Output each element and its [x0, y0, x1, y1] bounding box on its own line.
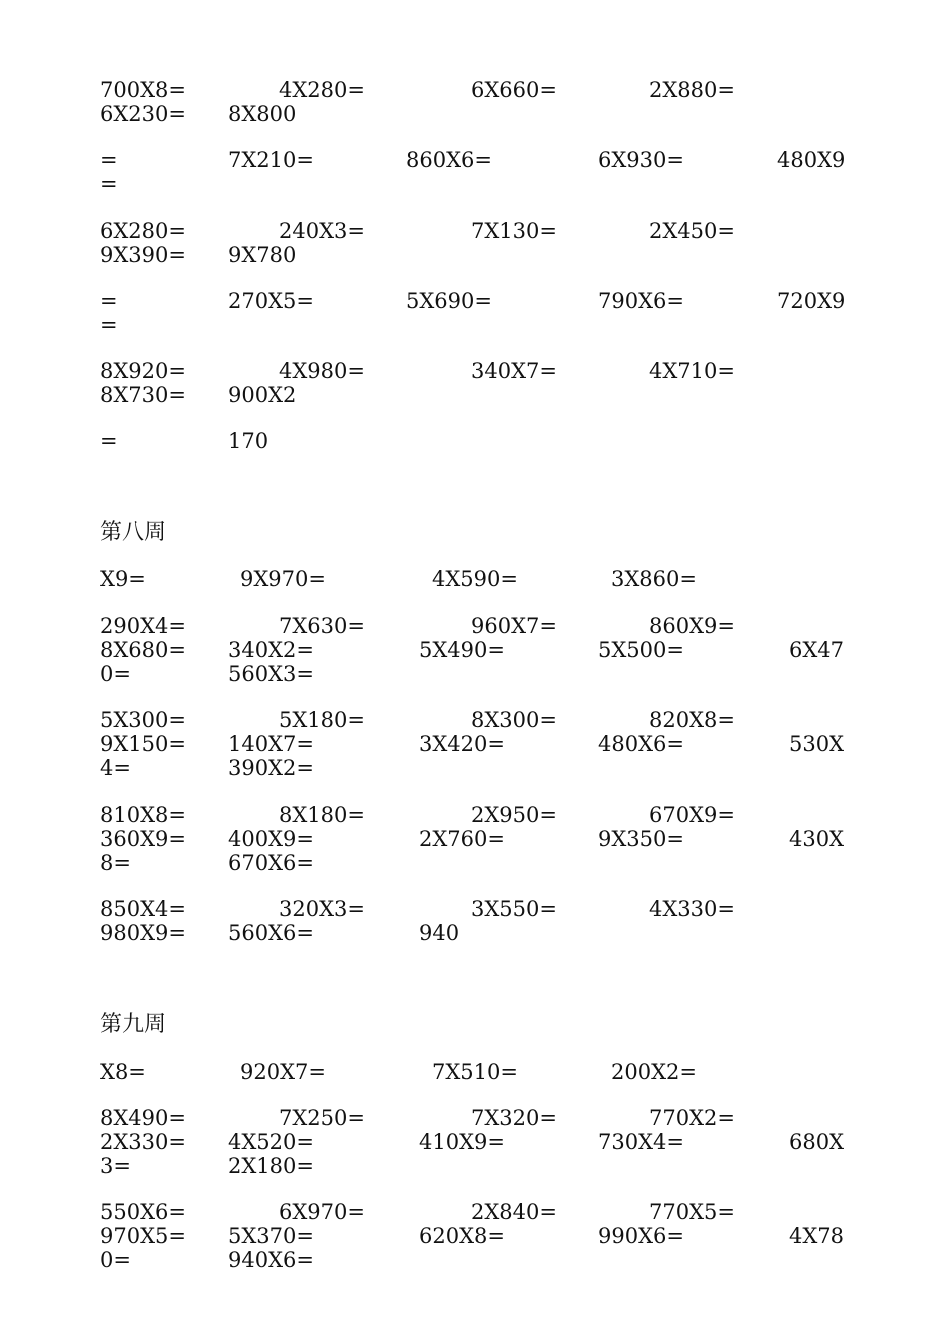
problem-text: 970X5=: [100, 1224, 186, 1248]
problem-text: 560X6=: [228, 921, 314, 945]
problem-text: 5X370=: [228, 1224, 314, 1248]
problem-text: =: [100, 429, 118, 453]
problem-text: 860X9=: [649, 614, 735, 638]
problem-text: 270X5=: [228, 289, 314, 313]
problem-text: 290X4=: [100, 614, 186, 638]
problem-text: 8=: [100, 851, 131, 875]
problem-text: 320X3=: [279, 897, 365, 921]
problem-text: 480X9: [777, 148, 846, 172]
problem-text: 2X950=: [471, 803, 557, 827]
problem-text: 4X710=: [649, 359, 735, 383]
problem-text: 2X880=: [649, 78, 735, 102]
problem-text: 410X9=: [419, 1130, 505, 1154]
problem-text: 8X800: [228, 102, 297, 126]
problem-text: 8X180=: [279, 803, 365, 827]
problem-text: 670X9=: [649, 803, 735, 827]
problem-text: 900X2: [228, 383, 297, 407]
problem-text: 9X970=: [240, 567, 326, 591]
problem-text: 2X840=: [471, 1200, 557, 1224]
problem-text: 240X3=: [279, 219, 365, 243]
problem-text: 3X550=: [471, 897, 557, 921]
problem-text: 7X210=: [228, 148, 314, 172]
problem-text: 430X: [789, 827, 845, 851]
problem-text: 4X280=: [279, 78, 365, 102]
problem-text: 9X780: [228, 243, 297, 267]
problem-text: 730X4=: [598, 1130, 684, 1154]
problem-text: 2X760=: [419, 827, 505, 851]
problem-text: 920X7=: [240, 1060, 326, 1084]
problem-text: 560X3=: [228, 662, 314, 686]
problem-text: 8X680=: [100, 638, 186, 662]
problem-text: 0=: [100, 662, 131, 686]
problem-text: 550X6=: [100, 1200, 186, 1224]
problem-text: 6X47: [789, 638, 845, 662]
problem-text: 860X6=: [406, 148, 492, 172]
problem-text: 790X6=: [598, 289, 684, 313]
problem-text: X9=: [100, 567, 146, 591]
problem-text: 5X500=: [598, 638, 684, 662]
problem-text: 4X980=: [279, 359, 365, 383]
problem-text: 8X490=: [100, 1106, 186, 1130]
problem-text: 5X690=: [406, 289, 492, 313]
problem-text: 770X5=: [649, 1200, 735, 1224]
problem-text: 6X280=: [100, 219, 186, 243]
problem-text: 4X78: [789, 1224, 845, 1248]
problem-text: 7X320=: [471, 1106, 557, 1130]
problem-text: 820X8=: [649, 708, 735, 732]
problem-text: 9X350=: [598, 827, 684, 851]
problem-text: 7X130=: [471, 219, 557, 243]
problem-text: X8=: [100, 1060, 146, 1084]
problem-text: 9X390=: [100, 243, 186, 267]
problem-text: 3X860=: [611, 567, 697, 591]
problem-text: 4X590=: [432, 567, 518, 591]
problem-text: 2X180=: [228, 1154, 314, 1178]
problem-text: 400X9=: [228, 827, 314, 851]
problem-text: 2X330=: [100, 1130, 186, 1154]
problem-text: 340X7=: [471, 359, 557, 383]
problem-text: 6X660=: [471, 78, 557, 102]
problem-text: 7X630=: [279, 614, 365, 638]
problem-text: 940: [419, 921, 460, 945]
problem-text: 700X8=: [100, 78, 186, 102]
problem-text: 620X8=: [419, 1224, 505, 1248]
problem-text: 4X520=: [228, 1130, 314, 1154]
problem-text: 3X420=: [419, 732, 505, 756]
week-title: 第九周: [100, 1012, 167, 1037]
problem-text: 8X730=: [100, 383, 186, 407]
problem-text: 4X330=: [649, 897, 735, 921]
problem-text: 6X930=: [598, 148, 684, 172]
problem-text: 6X970=: [279, 1200, 365, 1224]
problem-text: 5X490=: [419, 638, 505, 662]
problem-text: 990X6=: [598, 1224, 684, 1248]
problem-text: 9X150=: [100, 732, 186, 756]
problem-text: 720X9: [777, 289, 846, 313]
problem-text: 340X2=: [228, 638, 314, 662]
problem-text: 940X6=: [228, 1248, 314, 1272]
problem-text: 770X2=: [649, 1106, 735, 1130]
problem-text: 390X2=: [228, 756, 314, 780]
problem-text: 5X300=: [100, 708, 186, 732]
problem-text: 8X300=: [471, 708, 557, 732]
problem-text: 200X2=: [611, 1060, 697, 1084]
problem-text: 5X180=: [279, 708, 365, 732]
problem-text: 170: [228, 429, 269, 453]
problem-text: 530X: [789, 732, 845, 756]
problem-text: =: [100, 148, 118, 172]
problem-text: 980X9=: [100, 921, 186, 945]
problem-text: 670X6=: [228, 851, 314, 875]
problem-text: 4=: [100, 756, 131, 780]
problem-text: 0=: [100, 1248, 131, 1272]
problem-text: 2X450=: [649, 219, 735, 243]
problem-text: 3=: [100, 1154, 131, 1178]
problem-text: 8X920=: [100, 359, 186, 383]
problem-text: =: [100, 289, 118, 313]
problem-text: 810X8=: [100, 803, 186, 827]
week-title: 第八周: [100, 520, 167, 545]
problem-text: 680X: [789, 1130, 845, 1154]
problem-text: 6X230=: [100, 102, 186, 126]
problem-text: 850X4=: [100, 897, 186, 921]
problem-text: 360X9=: [100, 827, 186, 851]
problem-text: 7X510=: [432, 1060, 518, 1084]
problem-text: 140X7=: [228, 732, 314, 756]
problem-text: =: [100, 313, 118, 337]
problem-text: 960X7=: [471, 614, 557, 638]
problem-text: =: [100, 172, 118, 196]
problem-text: 7X250=: [279, 1106, 365, 1130]
problem-text: 480X6=: [598, 732, 684, 756]
